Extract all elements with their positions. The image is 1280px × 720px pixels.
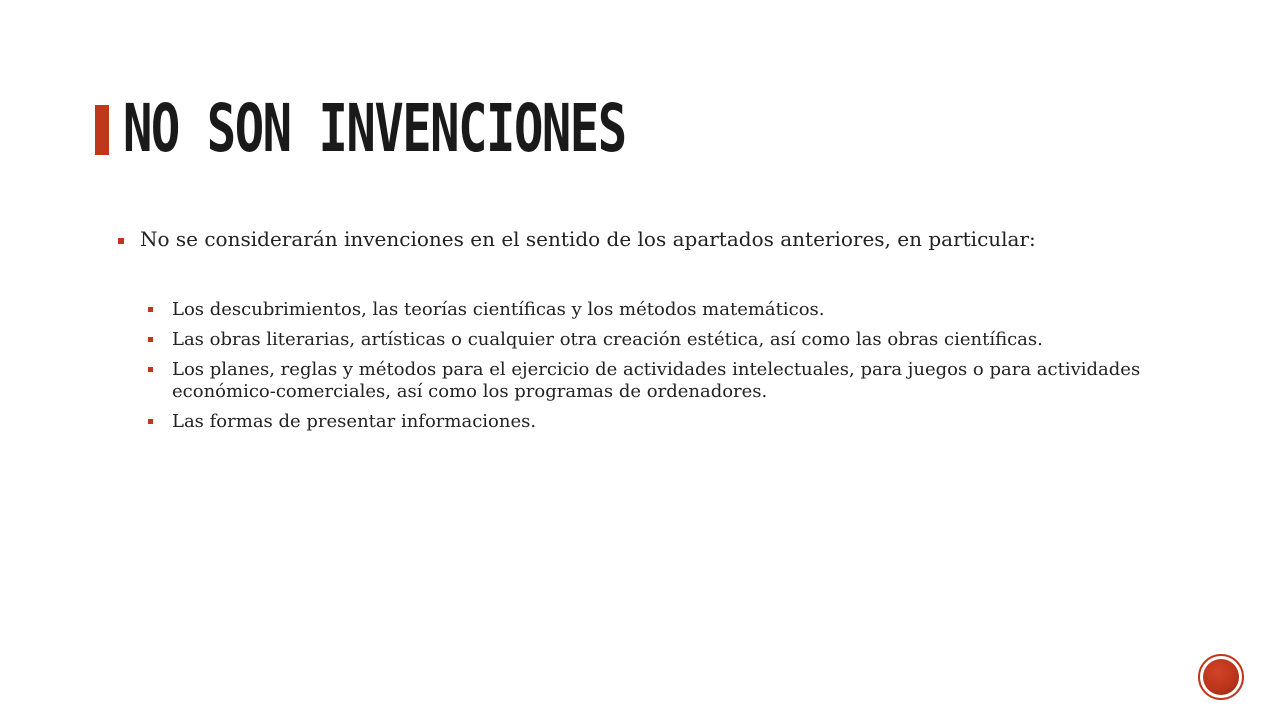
square-bullet-icon (148, 337, 153, 342)
sub-bullet-text: Las obras literarias, artísticas o cualquier otra creación estética, así como las obras científicas. (172, 329, 1043, 350)
sub-bullet-text: Las formas de presentar informaciones. (172, 411, 537, 432)
slide-content (118, 227, 1198, 441)
sub-bullet-item (148, 299, 1198, 321)
slide-title: NO SON INVENCIONES (123, 90, 626, 167)
red-circle-logo-icon (1198, 654, 1244, 700)
main-bullet-item (118, 227, 1198, 252)
square-bullet-icon (148, 307, 153, 312)
square-bullet-icon (118, 238, 124, 244)
sub-bullet-item (148, 359, 1198, 403)
title-accent-bar (95, 105, 109, 155)
sub-bullet-item (148, 411, 1198, 433)
sub-bullet-list (118, 299, 1198, 433)
sub-bullet-text: Los descubrimientos, las teorías científicas y los métodos matemáticos. (172, 299, 825, 320)
square-bullet-icon (148, 419, 153, 424)
logo-fill (1203, 659, 1239, 695)
sub-bullet-item (148, 329, 1198, 351)
main-bullet-text: No se considerarán invenciones en el sentido de los apartados anteriores, en particular: (140, 227, 1036, 251)
square-bullet-icon (148, 367, 153, 372)
sub-bullet-text: Los planes, reglas y métodos para el ejercicio de actividades intelectuales, para juegos o para actividades económico-comerciales, así como los programas de ordenadores. (172, 359, 1141, 402)
